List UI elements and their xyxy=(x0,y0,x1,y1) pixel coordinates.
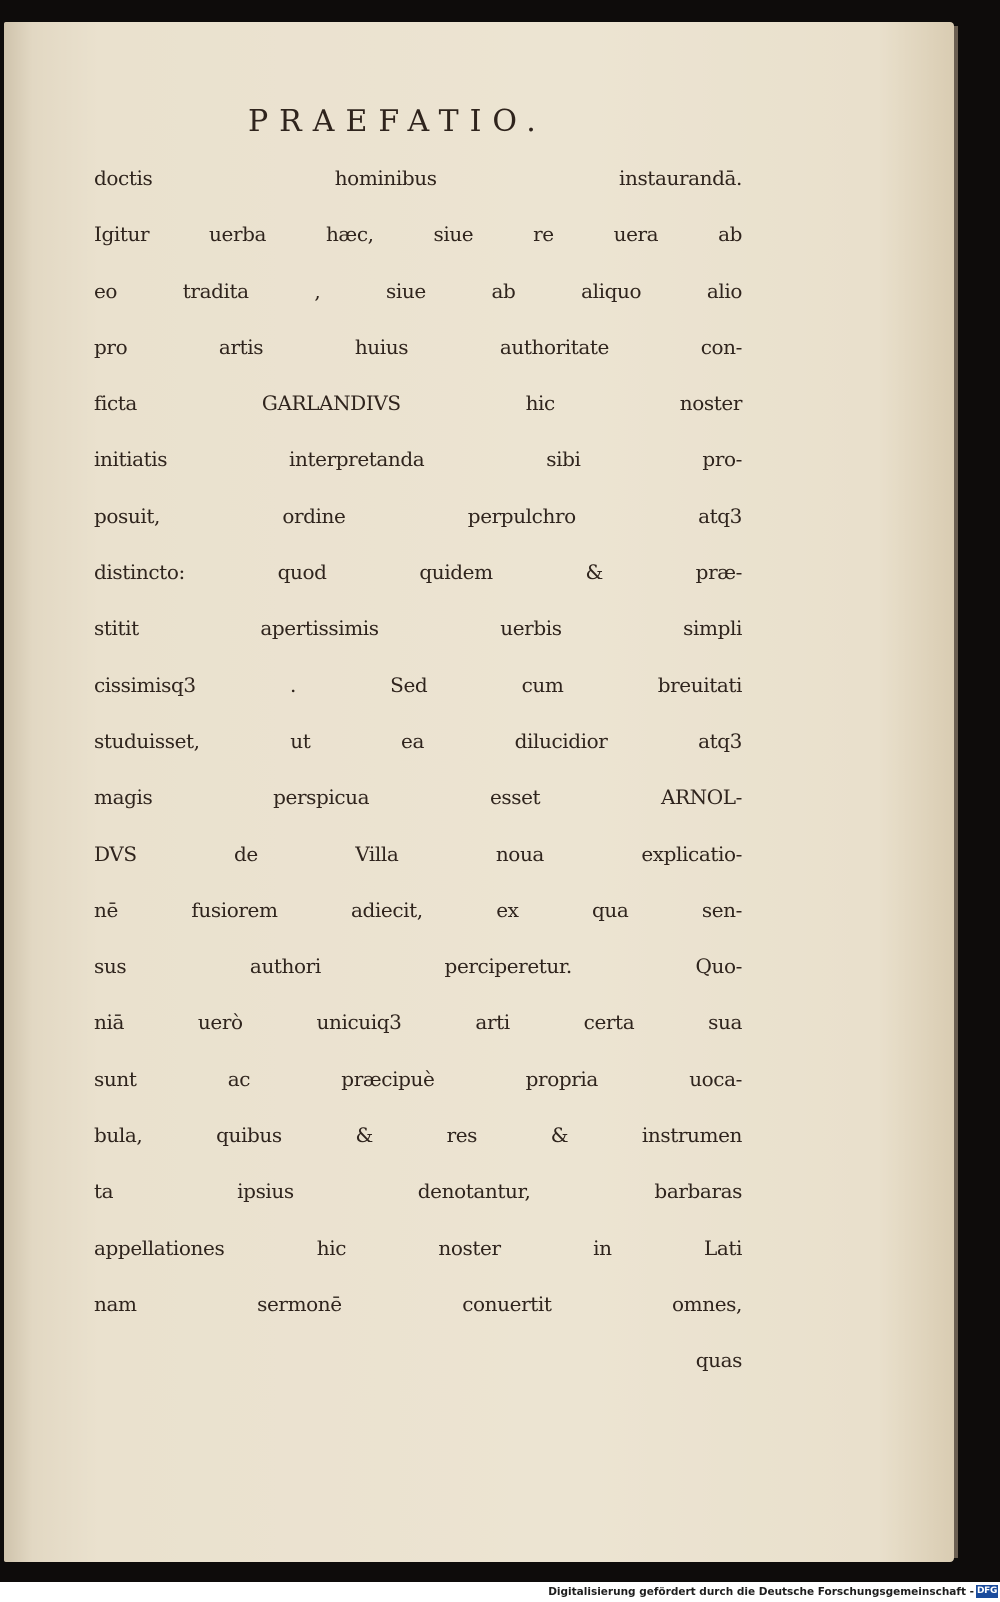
running-head: PRAEFATIO. xyxy=(248,104,547,139)
text-line: ficta GARLANDIVS hic noster xyxy=(94,391,742,416)
text-line: studuisset, ut ea dilucidior atq3 xyxy=(94,728,742,753)
text-line: initiatis interpretanda sibi pro- xyxy=(94,447,742,472)
text-line: posuit, ordine perpulchro atq3 xyxy=(94,503,742,528)
text-line: pro artis huius authoritate con- xyxy=(94,334,742,359)
footer-credit: Digitalisierung gefördert durch die Deutsche Forschungsgemeinschaft - xyxy=(548,1586,974,1598)
text-line: nē fusiorem adiecit, ex qua sen- xyxy=(94,897,742,922)
text-line: sunt ac præcipuè propria uoca- xyxy=(94,1066,742,1091)
text-line: niā uerò unicuiq3 arti certa sua xyxy=(94,1010,742,1035)
text-line: Igitur uerba hæc, siue re uera ab xyxy=(94,222,742,247)
body-text xyxy=(94,150,742,1389)
text-line: ta ipsius denotantur, barbaras xyxy=(94,1179,742,1204)
text-line: sus authori perciperetur. Quo- xyxy=(94,954,742,979)
text-line: bula, quibus & res & instrumen xyxy=(94,1123,742,1148)
text-line: cissimisq3 . Sed cum breuitati xyxy=(94,672,742,697)
text-line: doctis hominibus instaurandā. xyxy=(94,166,742,190)
footer-bar xyxy=(0,1582,1000,1602)
text-line: nam sermonē conuertit omnes, xyxy=(94,1291,742,1316)
text-line: DVS de Villa noua explicatio- xyxy=(94,841,742,866)
text-line: eo tradita , siue ab aliquo alio xyxy=(94,278,742,303)
text-line: distincto: quod quidem & præ- xyxy=(94,560,742,585)
page-edge xyxy=(954,26,958,1558)
text-line: quas xyxy=(695,1348,742,1373)
dfg-logo: DFG xyxy=(976,1586,998,1596)
text-line: stitit apertissimis uerbis simpli xyxy=(94,616,742,641)
text-line: appellationes hic noster in Lati xyxy=(94,1235,742,1260)
text-line: magis perspicua esset ARNOL- xyxy=(94,785,742,810)
